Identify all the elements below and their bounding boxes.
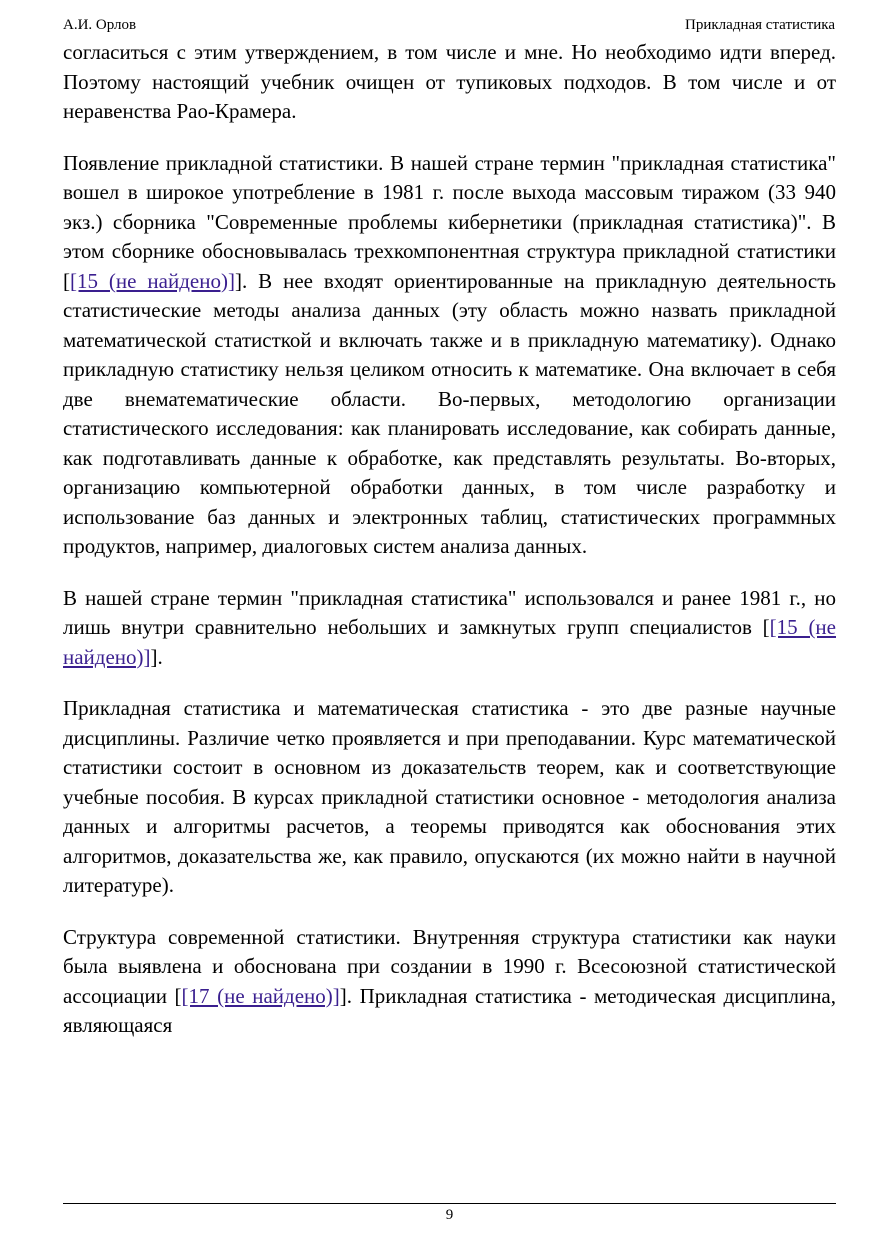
page-body (63, 38, 836, 1041)
paragraph-text: В нашей стране термин "прикладная статистика" использовался и ранее 1981 г., но лишь внутри сравнительно небольших и замкнутых групп специалистов [ (63, 585, 836, 639)
paragraph-continuation: согласиться с этим утверждением, в том числе и мне. Но необходимо идти вперед. Поэтому настоящий учебник очищен от тупиковых подходов. В том числе и от неравенства Рао-Крамера. (63, 40, 836, 123)
paragraph-text: ]. Прикладная статистика - методическая дисциплина, являющаяся (63, 983, 837, 1037)
paragraph-text: ]. В нее входят ориентированные на прикладную деятельность статистические методы анализа данных (эту область можно назвать прикладной математической статисткой и включать также и в прикладную математику). Однако прикладную статистику нельзя целиком относить к математике. Она включает в себя две внематематические области. Во-первых, методологию организации статистического исследования: как планировать исследование, как собирать данные, как подготавливать данные к обработке, как представлять результаты. Во-вторых, организацию компьютерной обработки данных, в том числе разработку и использование баз данных и электронных таблиц, статистических программных продуктов, например, диалоговых систем анализа данных. (63, 268, 837, 558)
paragraph-structure (63, 923, 836, 1041)
running-header (63, 15, 835, 35)
paragraph-earlier-usage (63, 584, 836, 673)
paragraph-emergence (63, 149, 836, 562)
reference-link-17[interactable]: [17 (не найдено)] (181, 983, 340, 1008)
paragraph-text: Структура современной статистики. Внутренняя структура статистики как науки была выявлена и обоснована при создании в 1990 г. Всесоюзной статистической ассоциации [ (63, 924, 836, 1008)
paragraph-text: ]. (150, 644, 163, 669)
paragraph-text: Появление прикладной статистики. В нашей стране термин "прикладная статистика" вошел в широкое употребление в 1981 г. после выхода массовым тиражом (33 940 экз.) сборника "Современные проблемы кибернетики (прикладная статистика)". В этом сборнике обосновывалась трехкомпонентная структура прикладной статистики [ (63, 150, 836, 293)
reference-link-15[interactable]: [15 (не найдено)] (70, 268, 235, 293)
header-author: А.И. Орлов (63, 17, 137, 33)
page-number: 9 (445, 1207, 454, 1223)
footer-divider (63, 1203, 836, 1204)
header-book-title: Прикладная статистика (685, 17, 835, 33)
paragraph-comparison: Прикладная статистика и математическая статистика - это две разные научные дисциплины. Различие четко проявляется и при преподавании. Курс математической статистики состоит в основном из доказательств теорем, как и соответствующие учебные пособия. В курсах прикладной статистики основное - методология анализа данных и алгоритмы расчетов, а теоремы приводятся как обоснования этих алгоритмов, доказательства же, как правило, опускаются (их можно найти в научной литературе). (63, 696, 836, 897)
reference-link-15[interactable]: [15 (не найдено)] (63, 615, 836, 669)
